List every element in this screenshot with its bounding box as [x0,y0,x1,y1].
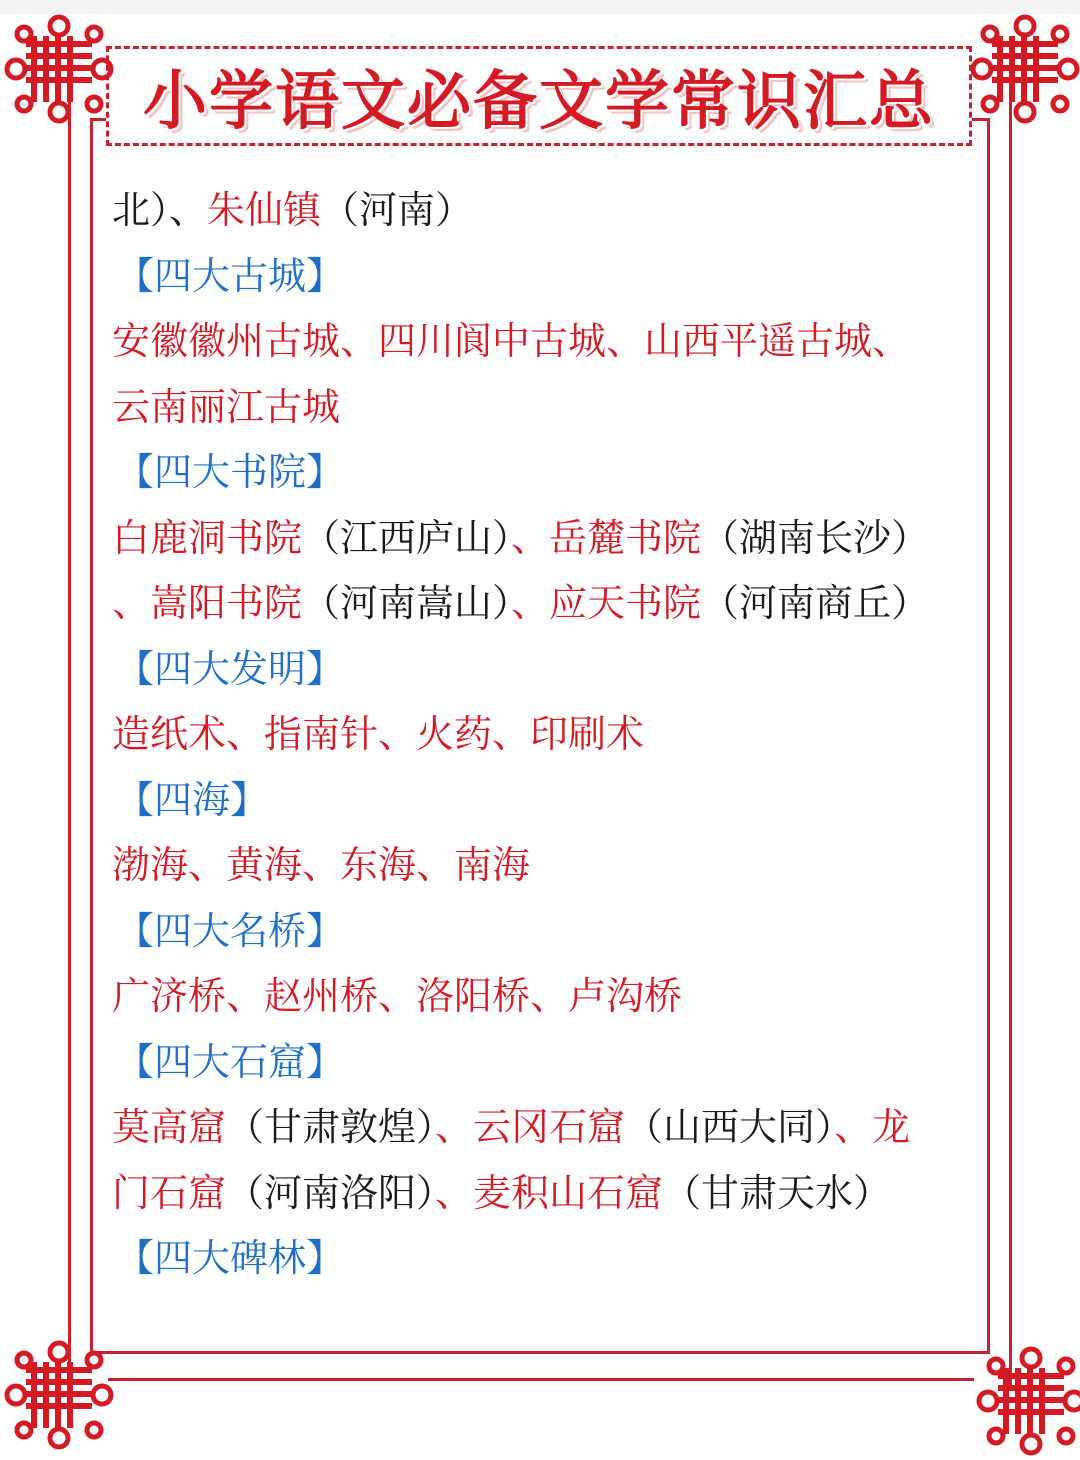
page-title: 小学语文必备文学常识汇总 [143,65,935,139]
content-line [112,1095,982,1161]
item-name: 、岳麓书院 [511,515,702,560]
chinese-knot-icon [4,14,114,124]
section-header [112,440,982,506]
item-name: 朱仙镇 [207,188,322,232]
section-header-text: 【四大名桥】 [116,908,345,953]
section-header [112,768,982,834]
content-line [112,506,982,572]
content-body [112,178,982,1292]
item-detail: 北）、 [112,188,208,232]
item-name: 广济桥、赵州桥、洛阳桥、卢沟桥 [112,974,683,1018]
item-name: 渤海、黄海、东海、南海 [112,843,531,887]
item-detail: （河南） [321,188,474,232]
item-name: 、麦积山石窟 [435,1170,664,1215]
content-line [112,571,982,637]
item-name: 莫高窟 [112,1105,227,1149]
section-header-text: 【四海】 [116,777,269,822]
content-line [112,309,982,375]
title-banner [106,46,972,146]
content-line [112,178,982,244]
section-header-text: 【四大古城】 [116,253,345,298]
content-line [112,375,982,441]
section-header [112,899,982,965]
section-header [112,1226,982,1292]
chinese-knot-icon [976,1346,1080,1456]
section-header [112,1030,982,1096]
item-name: 安徽徽州古城、四川阆中古城、山西平遥古城、 [112,319,911,363]
item-detail: （甘肃敦煌） [226,1105,436,1149]
section-header [112,637,982,703]
item-detail: （河南洛阳） [226,1170,436,1215]
item-name: 、嵩阳书院 [112,581,303,625]
item-detail: （甘肃天水） [663,1170,892,1215]
content-line [112,964,982,1030]
section-header-text: 【四大书院】 [116,450,345,494]
content-line [112,702,982,768]
section-header-text: 【四大碑林】 [116,1236,345,1280]
bottom-divider [108,1378,974,1381]
section-header [112,244,982,310]
content-line [112,1161,982,1227]
item-name: 造纸术、指南针、火药、印刷术 [112,712,645,756]
chinese-knot-icon [4,1340,114,1450]
item-name: 、应天书院 [511,581,702,625]
top-strip [0,0,1080,14]
item-detail: （河南嵩山） [302,581,512,625]
item-name: 、云冈石窟 [435,1105,626,1149]
item-name: 云南丽江古城 [112,384,341,429]
item-detail: （江西庐山） [302,515,512,560]
item-detail: （河南商丘） [701,581,930,625]
item-name: 、龙 [834,1105,911,1149]
content-line [112,833,982,899]
item-name: 门石窟 [112,1170,227,1215]
chinese-knot-icon [970,14,1080,124]
section-header-text: 【四大发明】 [116,646,345,691]
item-detail: （山西大同） [625,1105,835,1149]
section-header-text: 【四大石窟】 [116,1039,345,1084]
item-name: 白鹿洞书院 [112,515,303,560]
item-detail: （湖南长沙） [701,515,930,560]
